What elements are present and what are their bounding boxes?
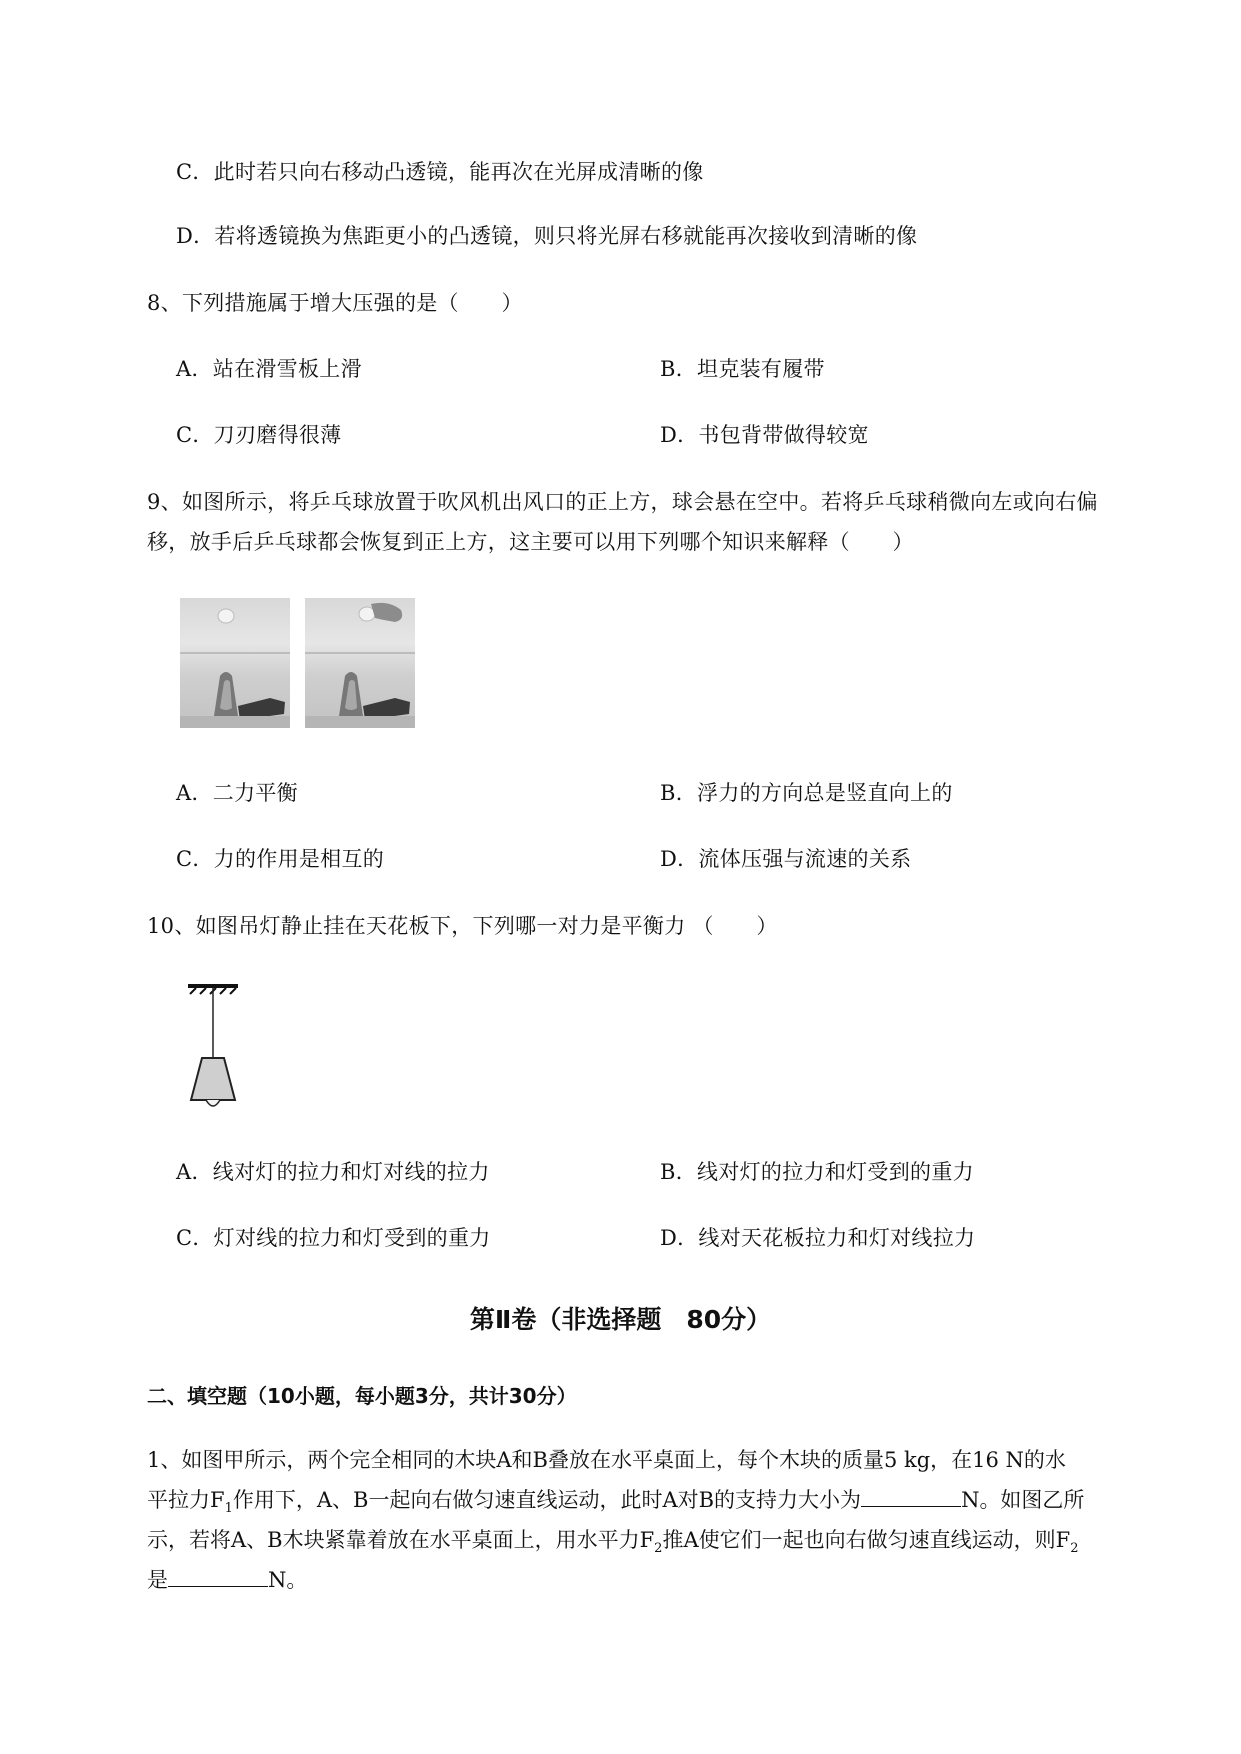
fill1-line3-text-b: 推A使它们一起也向右做匀速直线运动，则F: [662, 1528, 1071, 1552]
q8-option-a: A．站在滑雪板上滑: [176, 357, 362, 381]
q10-option-b: B．线对灯的拉力和灯受到的重力: [660, 1160, 974, 1184]
fill1-line2-text-a: 平拉力F: [147, 1488, 225, 1512]
q7-option-c: C．此时若只向右移动凸透镜，能再次在光屏成清晰的像: [176, 160, 704, 184]
subscript-1: 1: [224, 1501, 233, 1517]
fill1-line3-text-a: 示，若将A、B木块紧靠着放在水平桌面上，用水平力F: [147, 1528, 655, 1552]
q10-option-c: C．灯对线的拉力和灯受到的重力: [176, 1226, 491, 1250]
fill1-line2-text-b: 作用下，A、B一起向右做匀速直线运动，此时A对B的支持力大小为: [232, 1488, 862, 1512]
fill1-line1-text: 1、如图甲所示，两个完全相同的木块A和B叠放在水平桌面上，每个木块的质量5 kg，在16 N的水: [147, 1448, 1066, 1472]
q9-option-a: A．二力平衡: [176, 781, 298, 805]
q8-option-b: B．坦克装有履带: [660, 357, 825, 381]
fill1-line1: [147, 1440, 1147, 1480]
hairdryer-ball-photo-2: [305, 598, 415, 728]
hairdryer-ball-photo-1: [180, 598, 290, 728]
fill1-line4: [147, 1560, 1147, 1600]
answer-blank-1[interactable]: [861, 1484, 961, 1507]
q9-stem-line2: 移，放手后乒乓球都会恢复到正上方，这主要可以用下列哪个知识来解释（ ）: [147, 530, 914, 554]
section-subtitle: 二、填空题（10小题，每小题3分，共计30分）: [147, 1384, 577, 1408]
q10-option-d: D．线对天花板拉力和灯对线拉力: [660, 1226, 976, 1250]
q9-option-b: B．浮力的方向总是竖直向上的: [660, 781, 953, 805]
q8-stem: 8、下列措施属于增大压强的是（ ）: [147, 291, 523, 315]
section-title: 第Ⅱ卷（非选择题 80分）: [469, 1305, 772, 1334]
q9-stem-line1: 9、如图所示，将乒乓球放置于吹风机出风口的正上方，球会悬在空中。若将乒乓球稍微向左或向右偏: [147, 490, 1098, 514]
subscript-2b: 2: [1070, 1541, 1079, 1557]
q9-option-d: D．流体压强与流速的关系: [660, 847, 912, 871]
answer-blank-2[interactable]: [168, 1564, 268, 1587]
q8-option-c: C．刀刃磨得很薄: [176, 423, 342, 447]
fill1-line2-text-c: N。如图乙所: [961, 1488, 1085, 1512]
fill1-line4-text-b: N。: [268, 1568, 308, 1592]
q10-option-a: A．线对灯的拉力和灯对线的拉力: [176, 1160, 490, 1184]
subscript-2: 2: [654, 1541, 663, 1557]
q7-option-d: D．若将透镜换为焦距更小的凸透镜，则只将光屏右移就能再次接收到清晰的像: [176, 224, 918, 248]
ceiling-lamp-figure: [180, 982, 250, 1114]
fill1-line4-text-a: 是: [147, 1568, 168, 1592]
q8-option-d: D．书包背带做得较宽: [660, 423, 869, 447]
q9-option-c: C．力的作用是相互的: [176, 847, 385, 871]
q10-stem: 10、如图吊灯静止挂在天花板下，下列哪一对力是平衡力 （ ）: [147, 914, 778, 938]
